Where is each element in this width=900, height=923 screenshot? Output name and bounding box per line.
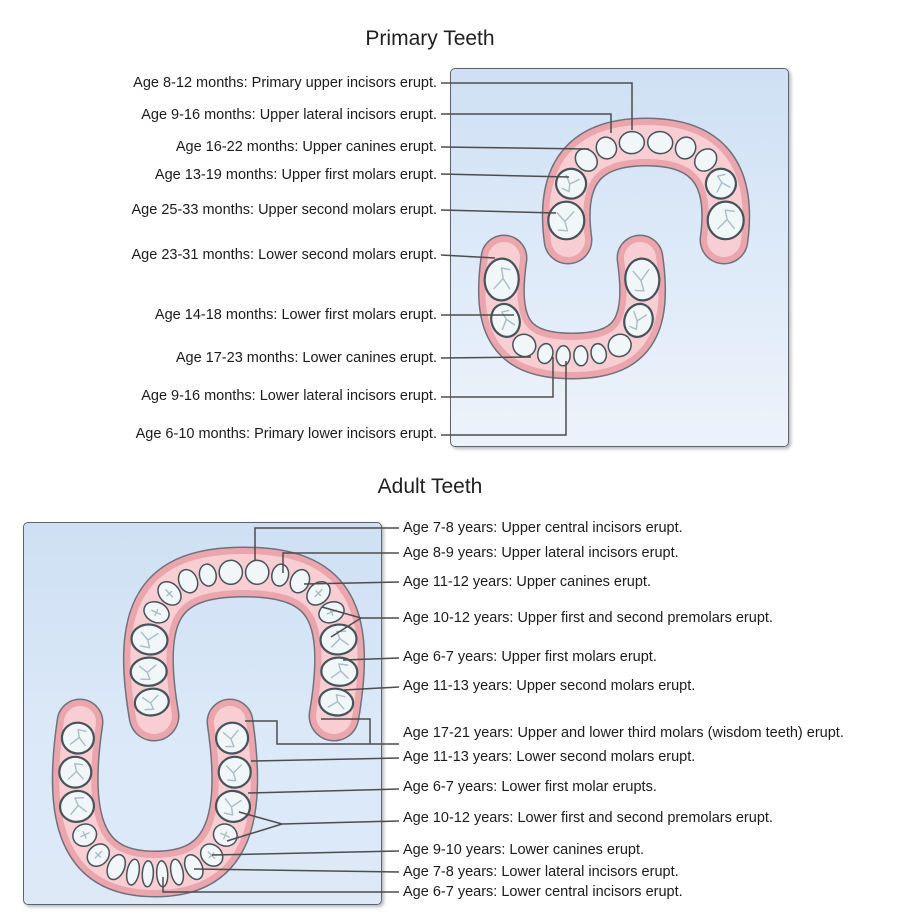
eruption-label: Age 11-13 years: Lower second molars erupt. bbox=[403, 749, 696, 765]
eruption-label: Age 13-19 months: Upper first molars erupt. bbox=[154, 167, 437, 183]
eruption-label: Age 11-13 years: Upper second molars erupt. bbox=[403, 678, 696, 694]
primary-teeth-diagram-box bbox=[450, 68, 789, 447]
eruption-label: Age 7-8 years: Upper central incisors erupt. bbox=[403, 520, 683, 536]
eruption-label: Age 17-23 months: Lower canines erupt. bbox=[175, 350, 437, 366]
eruption-label: Age 10-12 years: Lower first and second premolars erupt. bbox=[403, 810, 773, 826]
eruption-label: Age 16-22 months: Upper canines erupt. bbox=[175, 139, 437, 155]
eruption-label: Age 9-16 months: Lower lateral incisors erupt. bbox=[141, 388, 437, 404]
primary-teeth-title: Primary Teeth bbox=[365, 27, 495, 50]
eruption-label: Age 6-7 years: Lower first molar erupts. bbox=[403, 779, 657, 795]
eruption-label: Age 25-33 months: Upper second molars erupt. bbox=[131, 202, 437, 218]
eruption-label: Age 6-7 years: Upper first molars erupt. bbox=[403, 649, 657, 665]
adult-teeth-diagram-box bbox=[23, 522, 382, 905]
eruption-label: Age 9-10 years: Lower canines erupt. bbox=[403, 842, 644, 858]
eruption-label: Age 17-21 years: Upper and lower third molars (wisdom teeth) erupt. bbox=[403, 725, 844, 741]
eruption-label: Age 6-10 months: Primary lower incisors erupt. bbox=[135, 426, 437, 442]
eruption-label: Age 14-18 months: Lower first molars erupt. bbox=[154, 307, 437, 323]
eruption-label: Age 10-12 years: Upper first and second premolars erupt. bbox=[403, 610, 773, 626]
eruption-label: Age 6-7 years: Lower central incisors erupt. bbox=[403, 884, 683, 900]
eruption-label: Age 23-31 months: Lower second molars erupt. bbox=[131, 247, 437, 263]
eruption-label: Age 11-12 years: Upper canines erupt. bbox=[403, 574, 651, 590]
adult-teeth-title: Adult Teeth bbox=[377, 475, 483, 498]
eruption-label: Age 7-8 years: Lower lateral incisors erupt. bbox=[403, 864, 679, 880]
eruption-label: Age 8-12 months: Primary upper incisors erupt. bbox=[133, 75, 437, 91]
eruption-label: Age 9-16 months: Upper lateral incisors erupt. bbox=[141, 107, 437, 123]
eruption-label: Age 8-9 years: Upper lateral incisors erupt. bbox=[403, 545, 679, 561]
